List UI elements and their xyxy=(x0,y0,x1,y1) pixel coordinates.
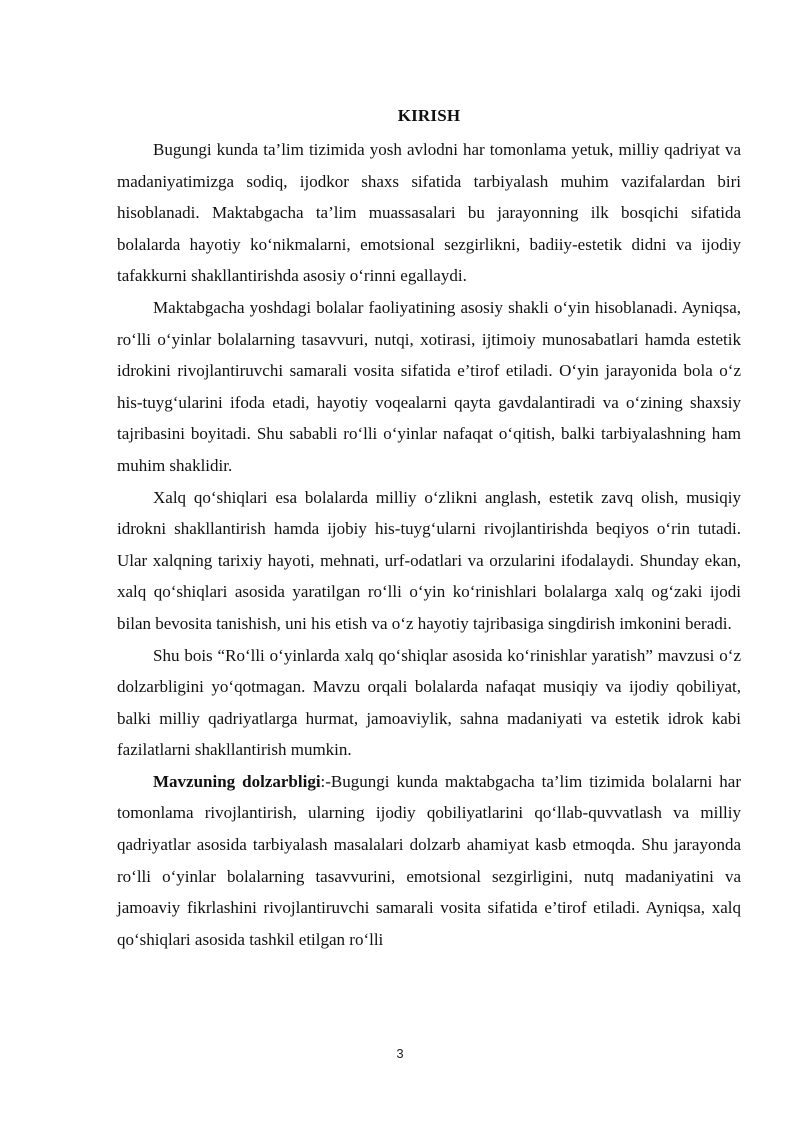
paragraph-role-play: Maktabgacha yoshdagi bolalar faoliyatining asosiy shakli o‘yin hisoblanadi. Ayniqsa, ro‘lli o‘yinlar bolalarning tasavvuri, nutqi, xotirasi, ijtimoiy munosabatlari hamda estetik idrokini rivojlantiruvchi samarali vosita sifatida e’tirof etiladi. O‘yin jarayonida bola o‘z his-tuyg‘ularini ifoda etadi, hayotiy voqealarni qayta gavdalantiradi va o‘zining shaxsiy tajribasini boyitadi. Shu sababli ro‘lli o‘yinlar nafaqat o‘qitish, balki tarbiyalashning ham muhim shaklidir. xyxy=(117,297,741,475)
paragraph-topic: Shu bois “Ro‘lli o‘yinlarda xalq qo‘shiqlar asosida ko‘rinishlar yaratish” mavzusi o‘z dolzarbligini yo‘qotmagan. Mavzu orqali bolalarda nafaqat musiqiy va ijodiy qobiliyat, balki milliy qadriyatlarga hurmat, jamoaviylik, sahna madaniyati va estetik idrok kabi fazilatlarni shakllantirish mumkin. xyxy=(117,645,741,760)
relevance-text: :-Bugungi kunda maktabgacha ta’lim tizimida bolalarni har tomonlama rivojlantirish, ularning ijodiy qobiliyatlarini qo‘llab-quvvatlash va milliy qadriyatlar asosida tarbiyalash masalalari dolzarb ahamiyat kasb etmoqda. Shu jarayonda ro‘lli o‘yinlar bolalarning tasavvurini, emotsional sezgirligini, nutq madaniyatini va jamoaviy fikrlashini rivojlantiruvchi samarali vosita sifatida e’tirof etiladi. Ayniqsa, xalq qo‘shiqlari asosida tashkil etilgan ro‘lli xyxy=(117,771,741,949)
page-number: 3 xyxy=(396,1046,404,1061)
paragraph-relevance xyxy=(117,766,741,956)
section-title: KIRISH xyxy=(397,106,461,125)
paragraph-intro: Bugungi kunda ta’lim tizimida yosh avlodni har tomonlama yetuk, milliy qadriyat va madaniyatimizga sodiq, ijodkor shaxs sifatida tarbiyalash muhim vazifalardan biri hisoblanadi. Maktabgacha ta’lim muassasalari bu jarayonning ilk bosqichi sifatida bolalarda hayotiy ko‘nikmalarni, emotsional sezgirlikni, badiiy-estetik didni va ijodiy tafakkurni shakllantirishda asosiy o‘rinni egallaydi. xyxy=(117,140,741,286)
paragraph-folk-songs: Xalq qo‘shiqlari esa bolalarda milliy o‘zlikni anglash, estetik zavq olish, musiqiy idrokni shakllantirish hamda ijobiy his-tuyg‘ularni rivojlantirishda beqiyos o‘rin tutadi. Ular xalqning tarixiy hayoti, mehnati, urf-odatlari va orzularini ifodalaydi. Shunday ekan, xalq qo‘shiqlari asosida yaratilgan ro‘lli o‘yin ko‘rinishlari bolalarga xalq og‘zaki ijodi bilan bevosita tanishish, uni his etish va o‘z hayotiy tajribasiga singdirish imkonini beradi. xyxy=(117,487,741,633)
page-content xyxy=(117,106,741,955)
relevance-heading: Mavzuning dolzarbligi xyxy=(153,771,321,791)
